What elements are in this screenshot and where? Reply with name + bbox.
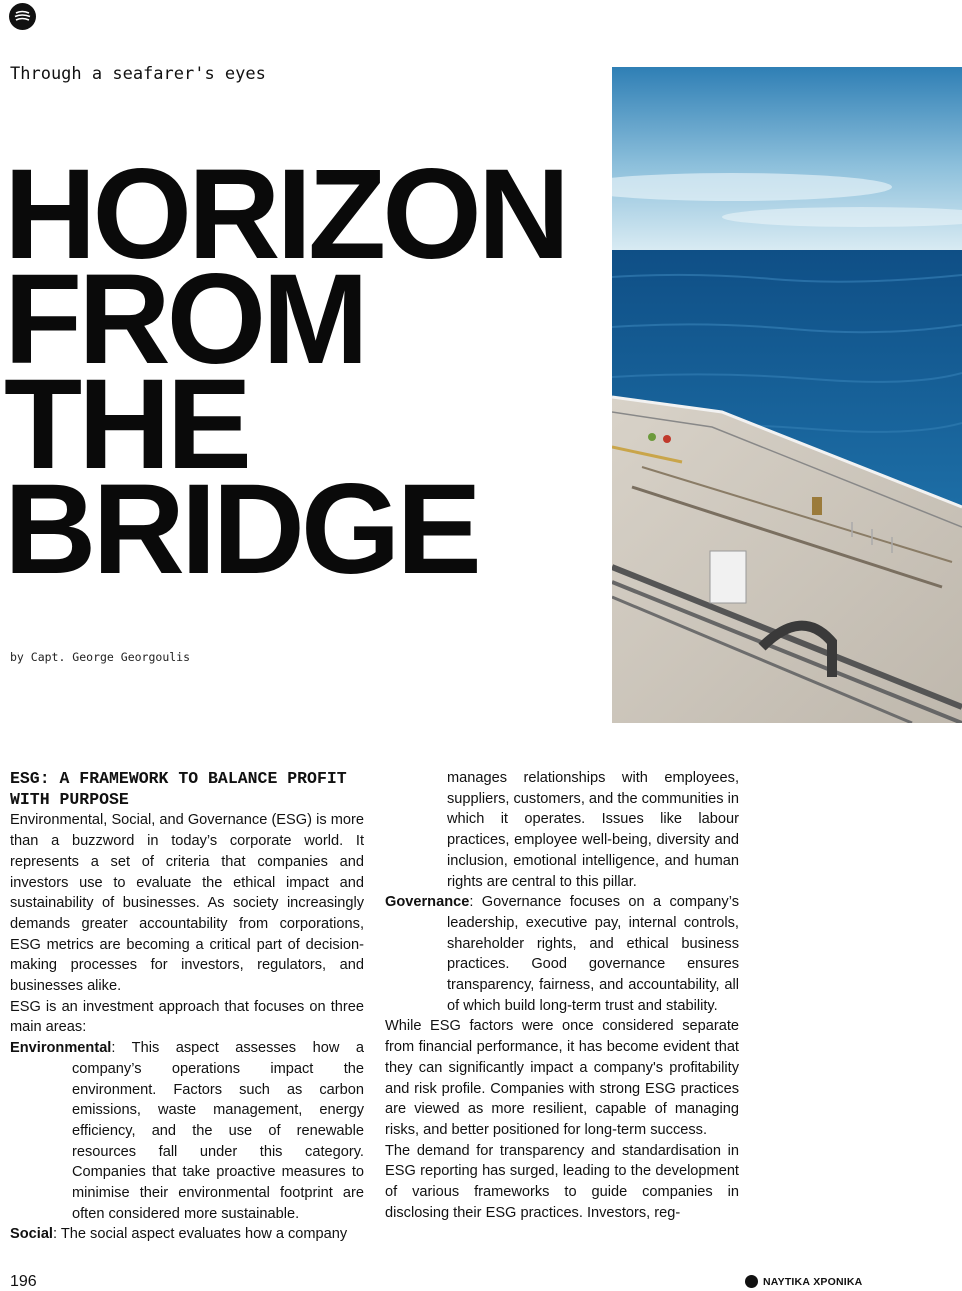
social-description-start: : The social aspect evaluates how a company	[53, 1226, 348, 1243]
paragraph-areas: ESG is an investment approach that focuses on three main areas:	[10, 998, 364, 1036]
paragraph-financial: While ESG factors were once considered separate from financial performance, it has become evident that they can significantly impact a company's profitability and risk profile. Companies with strong ESG practices are viewed as more resilient, capable of managing risks, and better positioned for long-term success.	[385, 1018, 739, 1138]
term-governance: Governance	[385, 894, 470, 911]
term-social: Social	[10, 1226, 53, 1243]
section-heading: ESG: A FRAMEWORK TO BALANCE PROFIT WITH PURPOSE	[10, 769, 347, 809]
title-line-4: BRIDGE	[4, 458, 478, 601]
ship-deck-sea-photo	[612, 67, 962, 723]
governance-description: : Governance focuses on a company’s leadership, executive pay, internal controls, shareholder rights, and ethical business practices. Good governance ensures transparency, fairness, and accountability, all of which build long-term trust and stability.	[447, 894, 739, 1014]
list-item-governance	[385, 892, 739, 1016]
article-title	[4, 143, 567, 601]
page-number: 196	[10, 1273, 37, 1290]
paragraph-reporting: The demand for transparency and standardisation in ESG reporting has surged, leading to the development of various frameworks to guide companies in disclosing their ESG practices. Investors, reg-	[385, 1142, 739, 1221]
list-item-social	[10, 1224, 364, 1245]
title-line-1: HORIZON	[4, 143, 567, 286]
footer-brand	[745, 1275, 862, 1288]
environmental-description: : This aspect assesses how a company’s operations impact the environment. Factors such as carbon emissions, waste management, energy efficiency, and the use of renewable resources fall under this category. Companies that take proactive measures to minimise their environmental footprint are often considered more sustainable.	[72, 1040, 364, 1222]
term-environmental: Environmental	[10, 1040, 112, 1057]
waves-logo-icon	[9, 3, 36, 30]
section-kicker: Through a seafarer's eyes	[10, 64, 266, 84]
title-line-2: FROM	[4, 248, 365, 391]
byline: by Capt. George Georgoulis	[10, 650, 191, 664]
paragraph-intro: Environmental, Social, and Governance (ESG) is more than a buzzword in today’s corporate world. It represents a set of criteria that companies and investors use to evaluate the ethical impact and sustainability of businesses. As society increasingly demands greater accountability from corporations, ESG metrics are becoming a critical part of decision-making processes for investors, regulators, and businesses alike.	[10, 812, 364, 995]
article-column-1	[10, 768, 364, 1245]
brand-name: ΝΑΥΤΙΚΑ ΧΡΟΝΙΚΑ	[763, 1275, 863, 1288]
article-column-2	[385, 768, 739, 1223]
title-line-3: THE	[4, 353, 248, 496]
list-item-environmental	[10, 1038, 364, 1224]
brand-logo-icon	[745, 1275, 758, 1288]
social-description-continued: manages relationships with employees, suppliers, customers, and the communities in which it operates. Issues like labour practices, employee well-being, diversity and inclusion, emotional intelligence, and human rights are central to this pillar.	[447, 770, 740, 890]
